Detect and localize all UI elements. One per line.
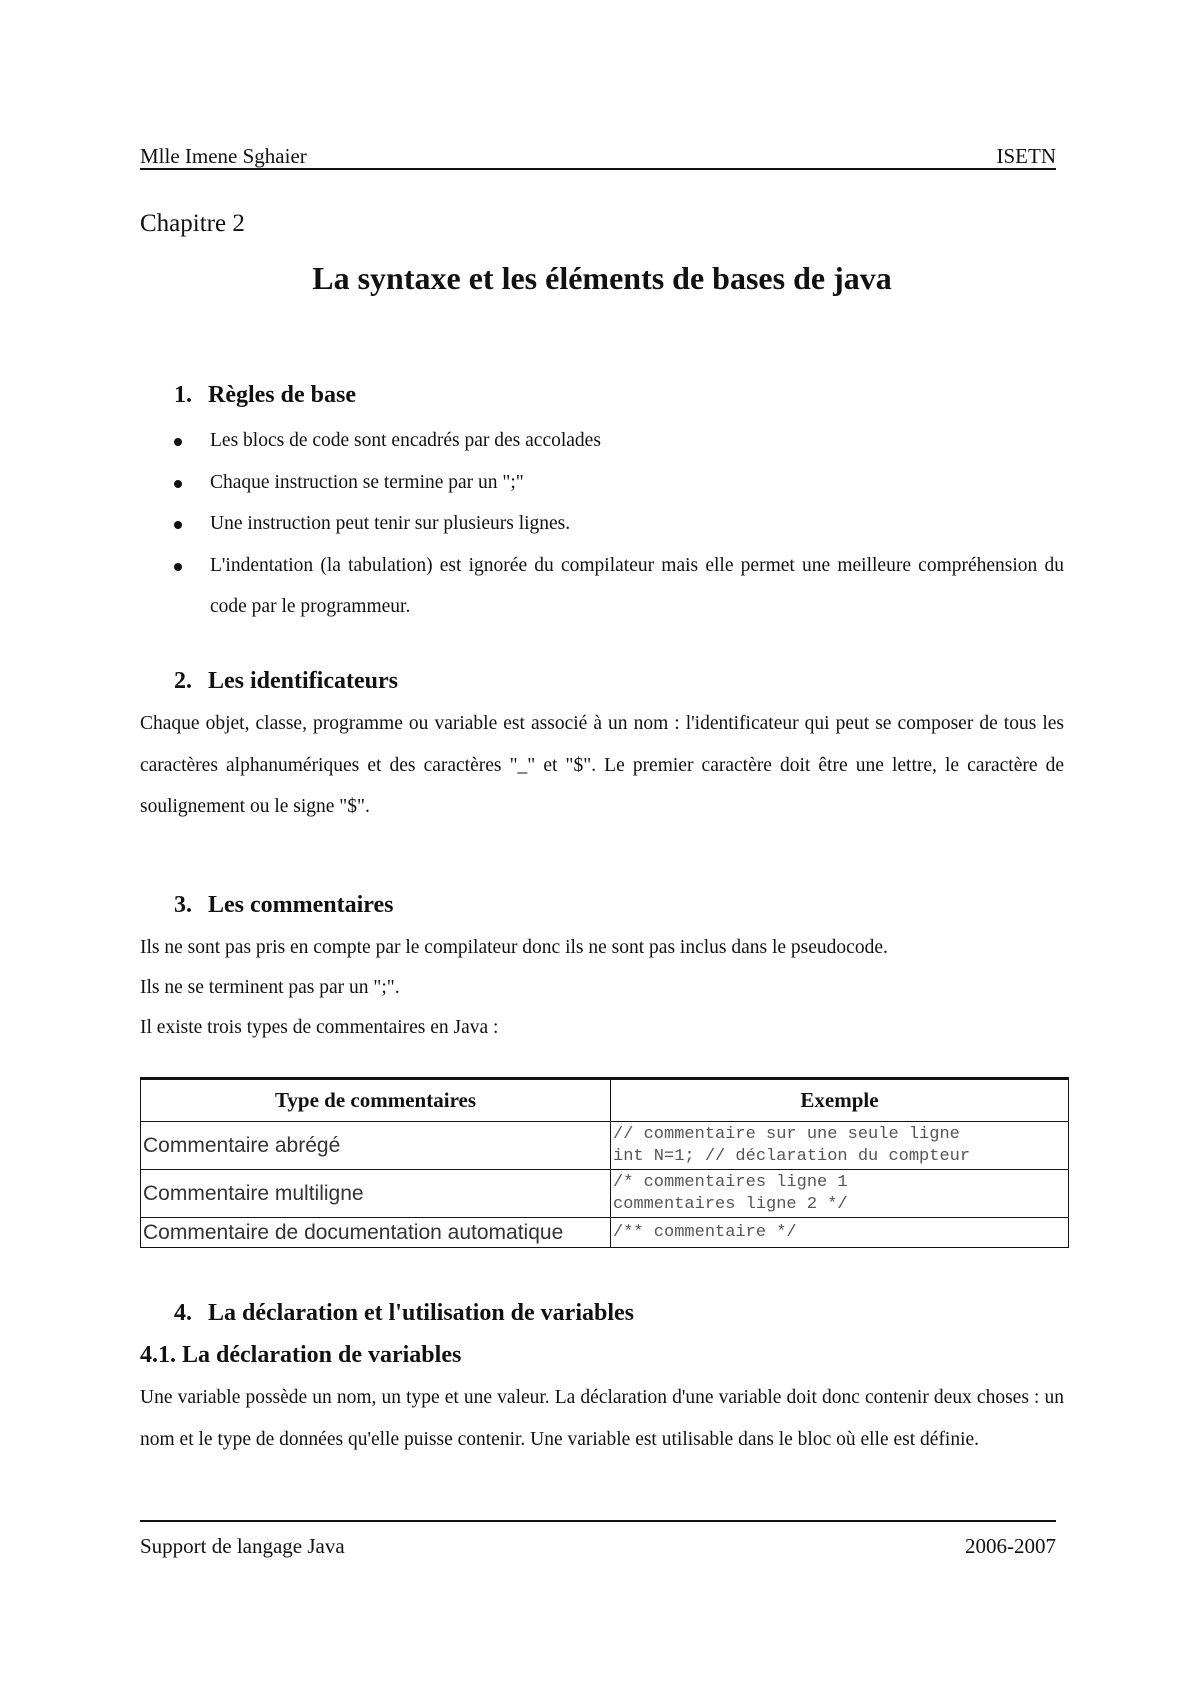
chapter-label: Chapitre 2 xyxy=(140,210,245,237)
section-heading-comments xyxy=(174,892,394,919)
list-item: Les blocs de code sont encadrés par des accolades xyxy=(140,420,1064,462)
section-title: Les identificateurs xyxy=(208,668,398,694)
footer-year: 2006-2007 xyxy=(965,1534,1056,1558)
table-row xyxy=(141,1122,1069,1170)
table-header-type: Type de commentaires xyxy=(141,1079,611,1122)
section-heading-identifiers xyxy=(174,668,398,695)
comment-type-cell: Commentaire abrégé xyxy=(141,1122,611,1170)
bullet-icon xyxy=(174,521,182,529)
rules-list xyxy=(140,420,1064,628)
comments-line-1: Ils ne sont pas pris en compte par le compilateur donc ils ne sont pas inclus dans le pseudocode. xyxy=(140,937,888,958)
list-item: L'indentation (la tabulation) est ignorée du compilateur mais elle permet une meilleure compréhension du code par le programmeur. xyxy=(140,545,1064,628)
comments-line-3: Il existe trois types de commentaires en Java : xyxy=(140,1017,499,1038)
comment-example-cell: // commentaire sur une seule ligne int N=1; // déclaration du compteur xyxy=(611,1122,1069,1170)
header-author: Mlle Imene Sghaier xyxy=(140,144,307,168)
comment-example-cell: /** commentaire */ xyxy=(611,1218,1069,1248)
section-title: La déclaration et l'utilisation de variables xyxy=(208,1300,634,1326)
subsection-heading-declaration: 4.1. La déclaration de variables xyxy=(140,1342,462,1368)
comment-type-cell: Commentaire multiligne xyxy=(141,1170,611,1218)
list-item: Chaque instruction se termine par un ";" xyxy=(140,462,1064,504)
table-row xyxy=(141,1170,1069,1218)
section-title: Les commentaires xyxy=(208,892,394,918)
section-title: Règles de base xyxy=(208,382,356,408)
table-header-row xyxy=(141,1079,1069,1122)
table-row xyxy=(141,1218,1069,1248)
page-header xyxy=(140,140,1056,170)
table-header-example: Exemple xyxy=(611,1079,1069,1122)
section-number: 3. xyxy=(174,892,192,918)
section-number: 1. xyxy=(174,382,192,408)
comments-line-2: Ils ne se terminent pas par un ";". xyxy=(140,977,400,998)
document-page xyxy=(140,140,1064,1570)
section-heading-variables xyxy=(174,1300,634,1327)
list-item: Une instruction peut tenir sur plusieurs lignes. xyxy=(140,503,1064,545)
footer-course: Support de langage Java xyxy=(140,1534,345,1558)
declaration-paragraph: Une variable possède un nom, un type et une valeur. La déclaration d'une variable doit donc contenir deux choses : un nom et le type de données qu'elle puisse contenir. Une variable est utilisable dans le bloc où elle est définie. xyxy=(140,1387,1064,1450)
comment-type-cell: Commentaire de documentation automatique xyxy=(141,1218,611,1248)
section-number: 4. xyxy=(174,1300,192,1326)
page-footer xyxy=(140,1520,1056,1559)
comments-table xyxy=(140,1077,1069,1248)
bullet-icon xyxy=(174,480,182,488)
identifiers-paragraph: Chaque objet, classe, programme ou variable est associé à un nom : l'identificateur qui peut se composer de tous les caractères alphanumériques et des caractères "_" et "$". Le premier caractère doit être une lettre, le caractère de soulignement ou le signe "$". xyxy=(140,713,1064,817)
comment-example-cell: /* commentaires ligne 1 commentaires ligne 2 */ xyxy=(611,1170,1069,1218)
bullet-icon xyxy=(174,563,182,571)
section-number: 2. xyxy=(174,668,192,694)
header-institution: ISETN xyxy=(996,144,1056,168)
bullet-icon xyxy=(174,438,182,446)
document-title: La syntaxe et les éléments de bases de java xyxy=(312,260,892,296)
section-heading-rules xyxy=(174,382,356,409)
